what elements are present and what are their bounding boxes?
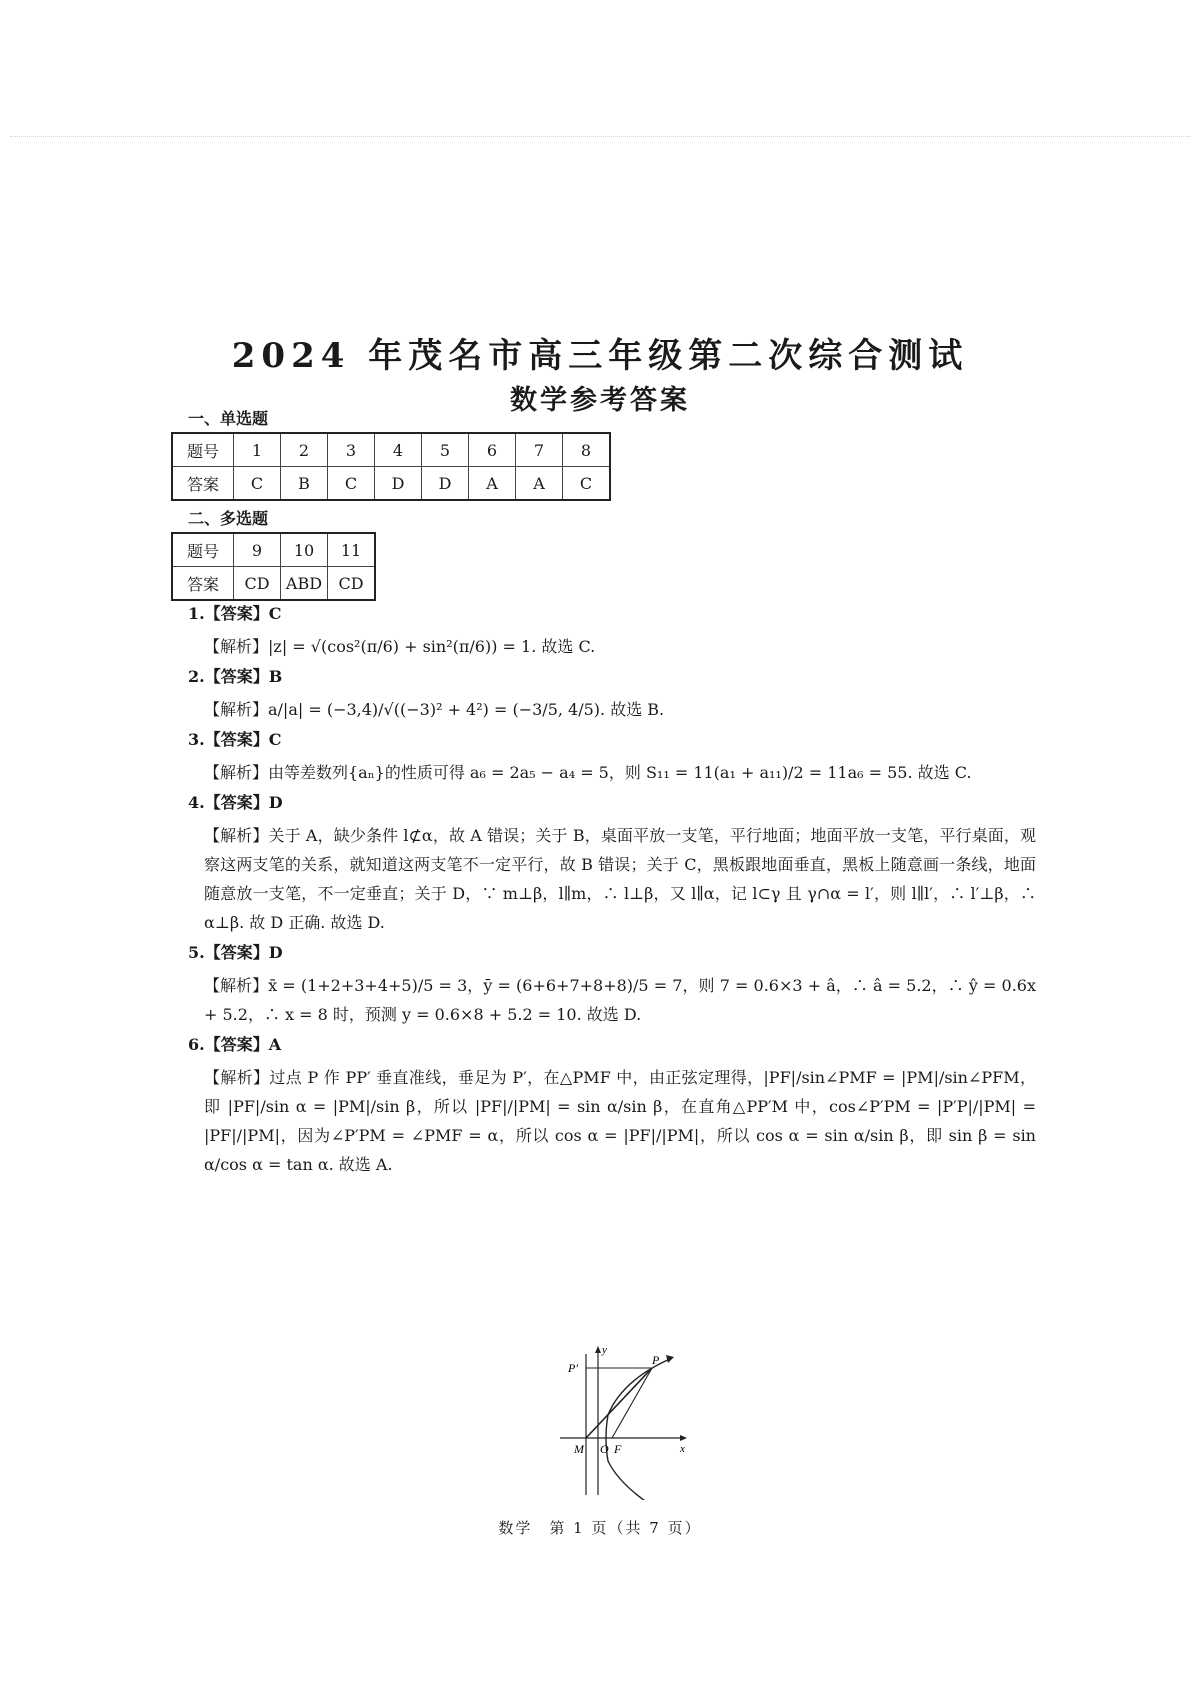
table-cell: 5 [422,433,469,467]
table-cell: C [328,467,375,501]
table-cell-label: 答案 [172,467,234,501]
table-cell: 7 [516,433,563,467]
explanation-5: 【解析】x̄ = (1+2+3+4+5)/5 = 3，ȳ = (6+6+7+8+8)/5 = 7，则 7 = 0.6×3 + â，∴ â = 5.2，∴ ŷ = 0.6x + 5.2，∴ x = 8 时，预测 y = 0.6×8 + 5.2 = 10. 故选 D. [204,976,1036,1024]
explanation-2: 【解析】a/|a| = (−3,4)/√((−3)² + 4²) = (−3/5, 4/5). 故选 B. [204,700,665,719]
top-dotted-rule [10,136,1190,137]
document-title: 2024 年茂名市高三年级第二次综合测试 [231,336,969,376]
single-choice-answer-table [171,432,611,501]
table-row [172,533,375,567]
segment-MP [586,1368,652,1438]
table-cell: 11 [328,533,376,567]
section-heading-single-choice: 一、单选题 [188,409,269,428]
label-y: y [602,1344,607,1356]
table-cell: 3 [328,433,375,467]
answer-2: 2.【答案】B [188,667,283,686]
answer-5: 5.【答案】D [188,943,283,962]
explanation-1: 【解析】|z| = √(cos²(π/6) + sin²(π/6)) = 1. 故选 C. [204,637,596,656]
label-M: M [574,1442,584,1456]
table-cell: 10 [281,533,328,567]
table-cell: D [375,467,422,501]
answer-4: 4.【答案】D [188,793,283,812]
y-axis-arrow-icon [595,1346,601,1353]
parabola-figure [560,1340,690,1500]
table-cell: B [281,467,328,501]
document-subtitle: 数学参考答案 [510,385,690,416]
table-row [172,433,610,467]
table-cell: D [422,467,469,501]
table-row [172,567,375,601]
table-cell: A [516,467,563,501]
solutions-body [188,604,1036,1185]
answer-1: 1.【答案】C [188,604,282,623]
explanation-3: 【解析】由等差数列{aₙ}的性质可得 a₆ = 2a₅ − a₄ = 5，则 S₁₁ = 11(a₁ + a₁₁)/2 = 11a₆ = 55. 故选 C. [204,763,972,782]
label-P: P [652,1353,660,1367]
table-cell: C [234,467,281,501]
table-cell: C [563,467,611,501]
label-O: O [600,1442,609,1456]
table-cell: 6 [469,433,516,467]
table-row [172,467,610,501]
explanation-4: 【解析】关于 A，缺少条件 l⊄α，故 A 错误；关于 B，桌面平放一支笔，平行地面；地面平放一支笔，平行桌面，观察这两支笔的关系，就知道这两支笔不一定平行，故 B 错误；关于 C，黑板跟地面垂直，黑板上随意画一条线，地面随意放一支笔，不一定垂直；关于 D，∵ m⊥β，l∥m，∴ l⊥β，又 l∥α，记 l⊂γ 且 γ∩α = l′，则 l∥l′，∴ l′⊥β，∴ α⊥β. 故 D 正确. 故选 D. [204,826,1036,932]
explanation-6: 【解析】过点 P 作 PP′ 垂直准线，垂足为 P′，在△PMF 中，由正弦定理得，|PF|/sin∠PMF = |PM|/sin∠PFM，即 |PF|/sin α = |PM|/sin β，所以 |PF|/|PM| = sin α/sin β，在直角△PP′M 中，cos∠P′PM = |P′P|/|PM| = |PF|/|PM|，因为∠P′PM = ∠PMF = α，所以 cos α = |PF|/|PM|，所以 cos α = sin α/sin β，即 sin β = sin α/cos α = tan α. 故选 A. [204,1068,1036,1174]
table-cell: CD [234,567,281,601]
table-cell: ABD [281,567,328,601]
parabola-curve [606,1358,672,1500]
multi-choice-answer-table [171,532,376,601]
table-cell: 4 [375,433,422,467]
table-cell-label: 题号 [172,533,234,567]
table-cell: 1 [234,433,281,467]
section-heading-multi-choice: 二、多选题 [188,509,269,528]
table-cell: 8 [563,433,611,467]
table-cell: 9 [234,533,281,567]
curve-arrow-top-icon [666,1355,674,1363]
table-cell-label: 题号 [172,433,234,467]
label-x: x [680,1443,685,1455]
answer-6: 6.【答案】A [188,1035,282,1054]
page-footer: 数学 第 1 页（共 7 页） [498,1519,702,1537]
table-cell: A [469,467,516,501]
x-axis-arrow-icon [680,1435,687,1441]
table-cell: CD [328,567,376,601]
answer-3: 3.【答案】C [188,730,282,749]
label-F: F [614,1442,622,1456]
table-cell: 2 [281,433,328,467]
label-P-prime: P′ [568,1361,578,1375]
table-cell-label: 答案 [172,567,234,601]
